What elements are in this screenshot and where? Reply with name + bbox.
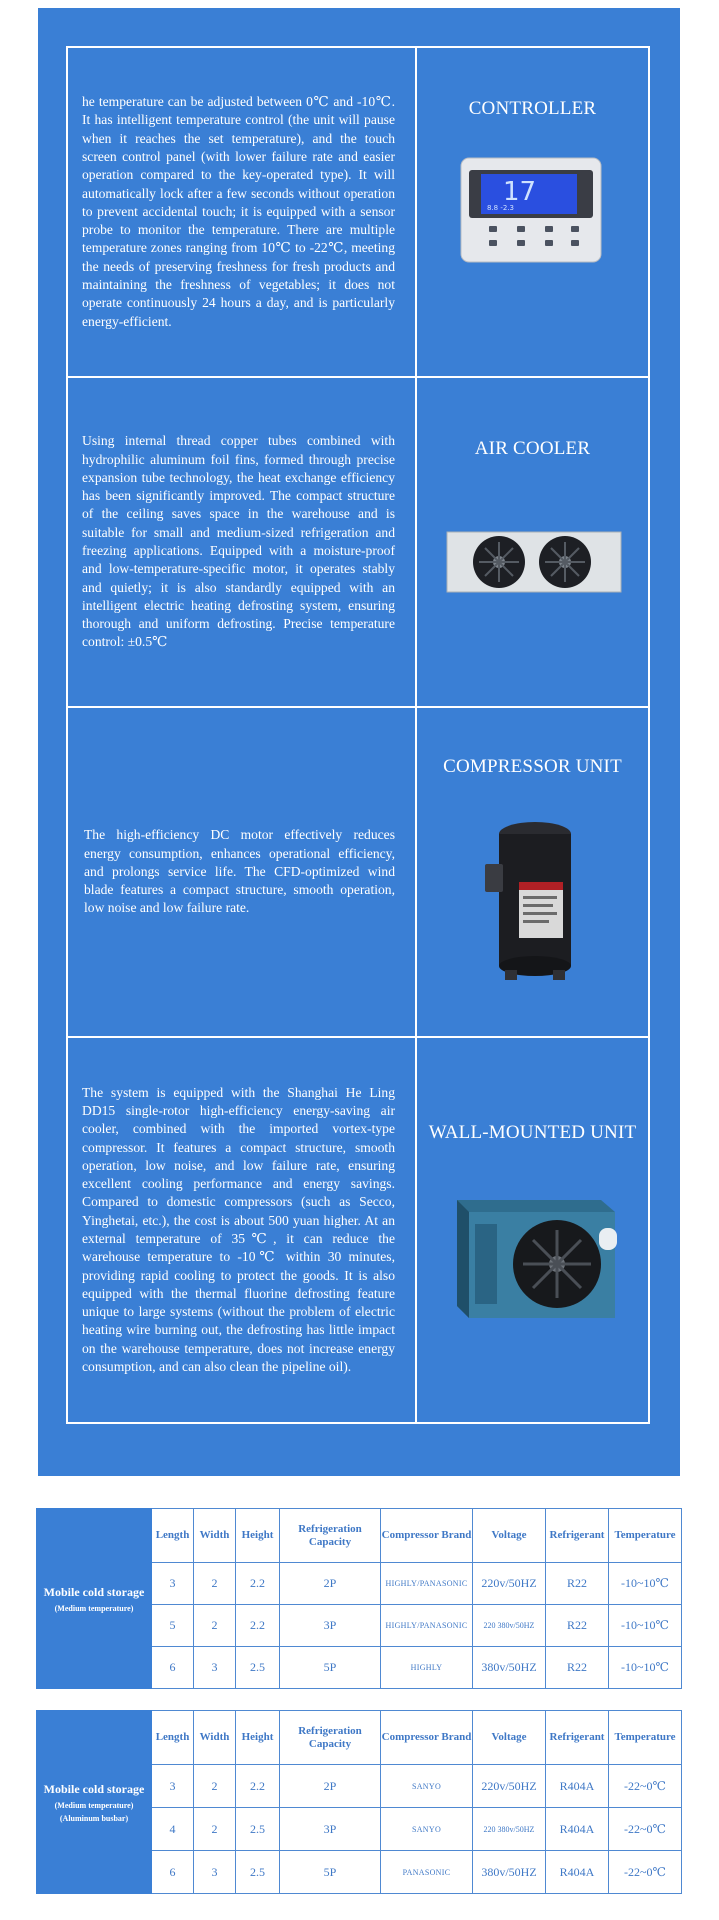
table-cell: HIGHLY/PANASONIC xyxy=(381,1563,473,1605)
table-cell: 2.2 xyxy=(236,1605,280,1647)
table-cell: 2 xyxy=(194,1765,236,1808)
feature-row-controller xyxy=(68,48,648,378)
feature-title-cell xyxy=(417,708,648,1036)
feature-description: he temperature can be adjusted between 0℃ and -10℃. It has intelligent temperature control (the unit will pause when it reaches the set temperature), and the touch screen control panel (with lower failure rate and easier operation compared to the key-operated type). It will automatically lock after a few seconds without operation to prevent accidental touch; it is equipped with a sensor probe to monitor the temperature. There are multiple temperature zones ranging from 10℃ to -22℃, meeting the needs of preserving freshness for fresh products and maintaining the freshness of vegetables; it does not operate continuously 24 hours a day, and is particularly energy-efficient. xyxy=(82,94,395,329)
table-label-subtitle: (Aluminum busbar) xyxy=(59,1813,129,1823)
feature-title-cell xyxy=(417,48,648,376)
feature-title-cell xyxy=(417,378,648,706)
feature-title: CONTROLLER xyxy=(468,98,597,119)
table-cell: SANYO xyxy=(381,1765,473,1808)
table-cell: 220v/50HZ xyxy=(473,1563,546,1605)
spec-table-medium-temperature xyxy=(36,1508,682,1689)
column-header: Refrigeration Capacity xyxy=(280,1711,381,1765)
column-header: Voltage xyxy=(473,1711,546,1765)
table-cell: 4 xyxy=(152,1808,194,1851)
table-cell: 2.5 xyxy=(236,1808,280,1851)
table-label xyxy=(37,1509,152,1689)
column-header: Height xyxy=(236,1711,280,1765)
table-cell: 2P xyxy=(280,1765,381,1808)
table-cell: 2.5 xyxy=(236,1647,280,1689)
table-cell: 220 380v/50HZ xyxy=(473,1605,546,1647)
table-cell: 2 xyxy=(194,1563,236,1605)
controller-image xyxy=(459,156,603,264)
feature-row-air-cooler xyxy=(68,378,648,708)
table-cell: 3 xyxy=(194,1851,236,1894)
table-label-title: Mobile cold storage xyxy=(43,1584,145,1599)
column-header: Length xyxy=(152,1711,194,1765)
feature-description: The high-efficiency DC motor effectively reduces energy consumption, enhances operational efficiency, and prolongs service life. The CFD-optimized wind blade features a compact structure, smooth operation, low noise and low failure rate. xyxy=(84,827,395,916)
table-cell: 3 xyxy=(152,1765,194,1808)
feature-panel xyxy=(38,8,680,1476)
feature-row-compressor-unit xyxy=(68,708,648,1038)
column-header: Length xyxy=(152,1509,194,1563)
table-cell: 5P xyxy=(280,1647,381,1689)
table-cell: 220v/50HZ xyxy=(473,1765,546,1808)
table-cell: PANASONIC xyxy=(381,1851,473,1894)
column-header: Compressor Brand xyxy=(381,1711,473,1765)
feature-title: AIR COOLER xyxy=(474,438,591,459)
table-cell: R404A xyxy=(546,1851,609,1894)
table-cell: R404A xyxy=(546,1765,609,1808)
table-cell: -22~0℃ xyxy=(609,1808,682,1851)
table-cell: R22 xyxy=(546,1563,609,1605)
feature-description-cell xyxy=(68,378,417,706)
feature-title-cell xyxy=(417,1038,648,1422)
table-cell: 2.2 xyxy=(236,1563,280,1605)
table-cell: R404A xyxy=(546,1808,609,1851)
table-cell: 2.2 xyxy=(236,1765,280,1808)
table-label-subtitle: (Medium temperature) xyxy=(54,1800,134,1810)
table-label-title: Mobile cold storage xyxy=(43,1781,145,1796)
table-cell: -10~10℃ xyxy=(609,1563,682,1605)
feature-title: WALL-MOUNTED UNIT xyxy=(428,1122,637,1143)
compressor-image xyxy=(483,820,583,986)
table-cell: -10~10℃ xyxy=(609,1605,682,1647)
table-cell: SANYO xyxy=(381,1808,473,1851)
table-cell: 2P xyxy=(280,1563,381,1605)
feature-grid xyxy=(66,46,650,1424)
table-cell: 3 xyxy=(194,1647,236,1689)
column-header: Temperature xyxy=(609,1509,682,1563)
table-cell: 220 380v/50HZ xyxy=(473,1808,546,1851)
table-cell: R22 xyxy=(546,1647,609,1689)
column-header: Temperature xyxy=(609,1711,682,1765)
feature-title: COMPRESSOR UNIT xyxy=(443,756,622,777)
table-cell: 3P xyxy=(280,1808,381,1851)
table-cell: -10~10℃ xyxy=(609,1647,682,1689)
table-cell: 3P xyxy=(280,1605,381,1647)
table-cell: R22 xyxy=(546,1605,609,1647)
spec-table-aluminum-busbar xyxy=(36,1710,682,1894)
table-cell: HIGHLY xyxy=(381,1647,473,1689)
feature-description: The system is equipped with the Shanghai He Ling DD15 single-rotor high-efficiency energy-saving air cooler, combined with the imported vortex-type compressor. It features a compact structure, smooth operation, low noise, and low failure rate, ensuring excellent cooling performance and energy savings. Compared to domestic compressors (such as Secco, Yinghetai, etc.), the cost is about 500 yuan higher. At an external temperature of 35℃, it can reduce the warehouse temperature to -10℃ within 30 minutes, providing rapid cooling to protect the goods. It is also equipped with the thermal fluorine defrosting feature unique to large systems (without the problem of electric heating wire burning out, the defrosting has little impact on the warehouse temperature, does not increase energy consumption, and can also clean the pipeline oil). xyxy=(82,1084,395,1375)
column-header: Voltage xyxy=(473,1509,546,1563)
feature-row-wall-mounted-unit xyxy=(68,1038,648,1422)
column-header: Width xyxy=(194,1509,236,1563)
table-cell: -22~0℃ xyxy=(609,1765,682,1808)
air-cooler-image xyxy=(445,530,623,594)
table-cell: 5 xyxy=(152,1605,194,1647)
column-header: Refrigerant xyxy=(546,1711,609,1765)
table-label-subtitle: (Medium temperature) xyxy=(54,1603,134,1613)
column-header: Compressor Brand xyxy=(381,1509,473,1563)
feature-description-cell xyxy=(68,48,417,376)
table-cell: 380v/50HZ xyxy=(473,1647,546,1689)
feature-description-cell xyxy=(68,1038,417,1422)
svg-text:17: 17 xyxy=(503,177,537,207)
column-header: Refrigeration Capacity xyxy=(280,1509,381,1563)
table-cell: HIGHLY/PANASONIC xyxy=(381,1605,473,1647)
table-cell: -22~0℃ xyxy=(609,1851,682,1894)
table-cell: 5P xyxy=(280,1851,381,1894)
table-cell: 2 xyxy=(194,1605,236,1647)
svg-text:8.8 -2.3: 8.8 -2.3 xyxy=(487,204,515,212)
table-cell: 2 xyxy=(194,1808,236,1851)
feature-description-cell xyxy=(68,708,417,1036)
column-header: Width xyxy=(194,1711,236,1765)
wall-mounted-unit-image xyxy=(449,1194,621,1322)
table-cell: 6 xyxy=(152,1647,194,1689)
feature-description: Using internal thread copper tubes combined with hydrophilic aluminum foil fins, formed through precise expansion tube technology, the heat exchange efficiency has been significantly improved. The compact structure of the ceiling saves space in the warehouse and is suitable for small and medium-sized refrigeration and freezing applications. Equipped with a moisture-proof and low-temperature-specific motor, it operates stably and quietly; it is also standardly equipped with an intelligent electric heating defrosting system, ensuring thorough and uniform defrosting. Precise temperature control: ±0.5℃ xyxy=(82,433,395,650)
table-cell: 6 xyxy=(152,1851,194,1894)
table-label xyxy=(37,1711,152,1894)
table-cell: 2.5 xyxy=(236,1851,280,1894)
table-cell: 380v/50HZ xyxy=(473,1851,546,1894)
table-cell: 3 xyxy=(152,1563,194,1605)
column-header: Height xyxy=(236,1509,280,1563)
column-header: Refrigerant xyxy=(546,1509,609,1563)
